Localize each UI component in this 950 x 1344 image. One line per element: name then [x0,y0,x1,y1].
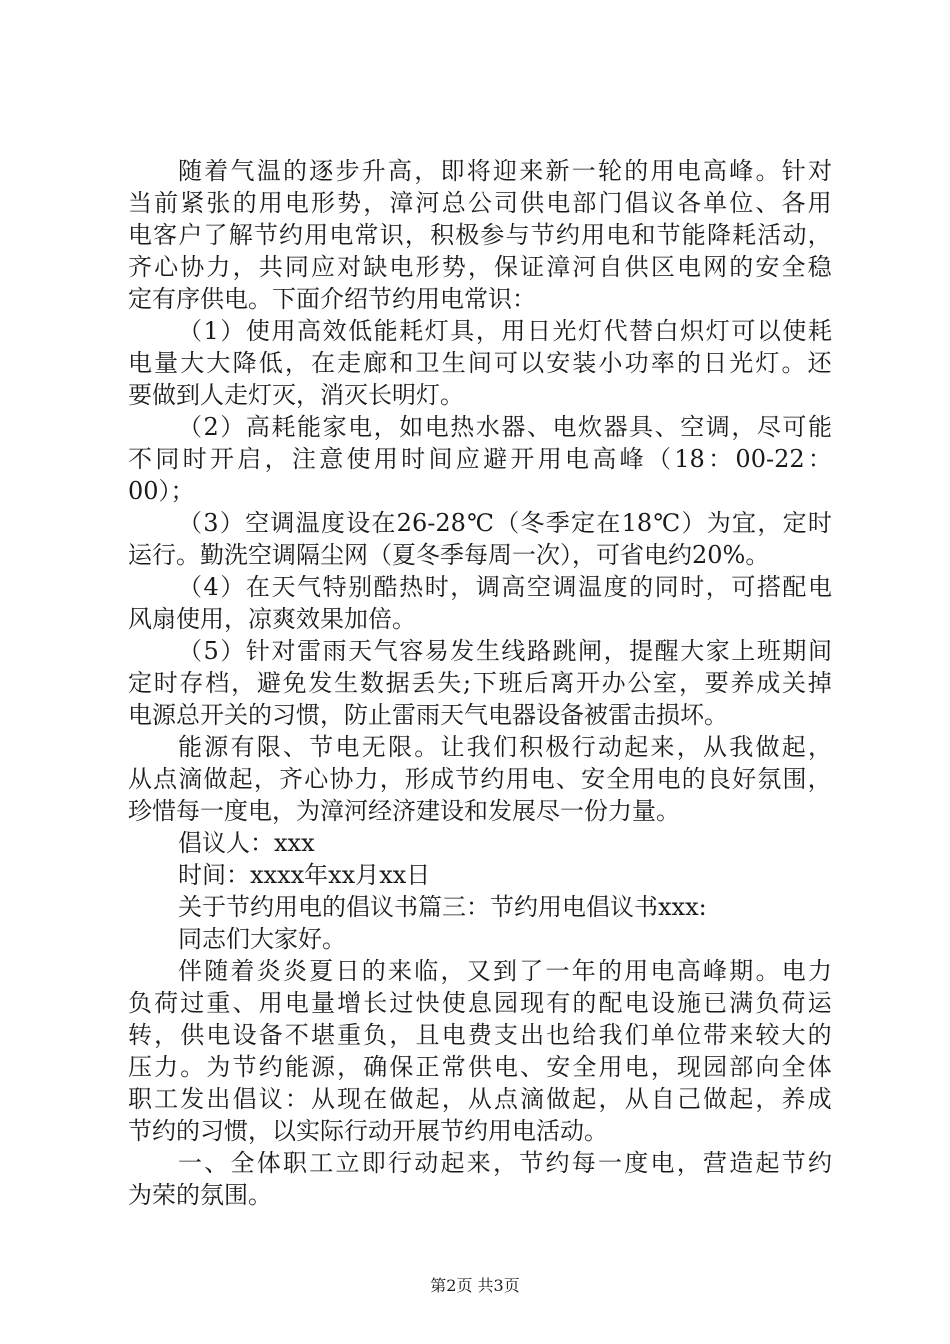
text-line: 运行。勤洗空调隔尘网（夏冬季每周一次），可省电约20%。 [128,541,770,569]
text-line: 要做到人走灯灭，消灭长明灯。 [128,381,464,409]
text-line: 为荣的氛围。 [128,1181,272,1209]
text-line: 珍惜每一度电，为漳河经济建设和发展尽一份力量。 [128,797,680,825]
text-line: 电源总开关的习惯，防止雷雨天气电器设备被雷击损坏。 [128,701,728,729]
text-line: 不 同 时 开 启 ， 注 意 使 用 时 间 应 避 开 用 电 高 峰 （ 18 ： 00-22 ： [128,445,832,473]
text-line: 伴 随 着 炎 炎 夏 日 的 来 临 ， 又 到 了 一 年 的 用 电 高 峰 期 。 电 力 [178,957,832,985]
text-line: 能 源 有 限 、 节 电 无 限 。 让 我 们 积 极 行 动 起 来 ， 从 我 做 起 ， [178,733,832,761]
text-line: （ 2 ） 高 耗 能 家 电 ， 如 电 热 水 器 、 电 炊 器 具 、 空 调 ， 尽 可 能 [178,413,832,441]
text-line: 职 工 发 出 倡 议 ： 从 现 在 做 起 ， 从 点 滴 做 起 ， 从 自 己 做 起 ， 养 成 [128,1085,832,1113]
text-line: 从 点 滴 做 起 ， 齐 心 协 力 ， 形 成 节 约 用 电 、 安 全 用 电 的 良 好 氛 围 ， [128,765,832,793]
text-line: 齐 心 协 力 ， 共 同 应 对 缺 电 形 势 ， 保 证 漳 河 自 供 区 电 网 的 安 全 稳 [128,253,832,281]
text-line: 负 荷 过 重 、 用 电 量 增 长 过 快 使 息 园 现 有 的 配 电 设 施 已 满 负 荷 运 [128,989,832,1017]
text-line: （ 3 ） 空 调 温 度 设 在 26-28 ℃ （ 冬 季 定 在 18 ℃ ） 为 宜 ， 定 时 [178,509,832,537]
text-line: 当 前 紧 张 的 用 电 形 势 ， 漳 河 总 公 司 供 电 部 门 倡 议 各 单 位 、 各 用 [128,189,832,217]
text-line: 时间：xxxx年xx月xx日 [178,861,431,889]
text-line: 倡议人：xxx [178,829,315,857]
text-line: 节约的习惯，以实际行动开展节约用电活动。 [128,1117,608,1145]
text-line: 压 力 。 为 节 约 能 源 ， 确 保 正 常 供 电 、 安 全 用 电 ， 现 园 部 向 全 体 [128,1053,832,1081]
text-line: 00）； [128,477,195,505]
text-line: 同志们大家好。 [178,925,346,953]
page-footer: 第2页 共3页 [430,1276,520,1295]
text-line: 随 着 气 温 的 逐 步 升 高 ， 即 将 迎 来 新 一 轮 的 用 电 高 峰 。 针 对 [178,157,832,185]
text-line: 风扇使用，凉爽效果加倍。 [128,605,416,633]
text-line: 电 量 大 大 降 低 ， 在 走 廊 和 卫 生 间 可 以 安 装 小 功 率 的 日 光 灯 。 还 [128,349,832,377]
text-line: 定有序供电。下面介绍节约用电常识： [128,285,536,313]
text-line: （ 1 ） 使 用 高 效 低 能 耗 灯 具 ， 用 日 光 灯 代 替 白 炽 灯 可 以 使 耗 [178,317,832,345]
text-line: 关于节约用电的倡议书篇三：节约用电倡议书xxx: [178,893,707,921]
text-line: （ 4 ） 在 天 气 特 别 酷 热 时 ， 调 高 空 调 温 度 的 同 时 ， 可 搭 配 电 [178,573,832,601]
text-line: （ 5 ） 针 对 雷 雨 天 气 容 易 发 生 线 路 跳 闸 ， 提 醒 大 家 上 班 期 间 [178,637,832,665]
text-line: 定 时 存 档 ， 避 免 发 生 数 据 丢 失 ; 下 班 后 离 开 办 公 室 ， 要 养 成 关 掉 [128,669,832,697]
document-body [128,155,832,1211]
text-line: 电 客 户 了 解 节 约 用 电 常 识 ， 积 极 参 与 节 约 用 电 和 节 能 降 耗 活 动 ， [128,221,832,249]
text-line: 一 、 全 体 职 工 立 即 行 动 起 来 ， 节 约 每 一 度 电 ， 营 造 起 节 约 [178,1149,832,1177]
text-line: 转 ， 供 电 设 备 不 堪 重 负 ， 且 电 费 支 出 也 给 我 们 单 位 带 来 较 大 的 [128,1021,832,1049]
